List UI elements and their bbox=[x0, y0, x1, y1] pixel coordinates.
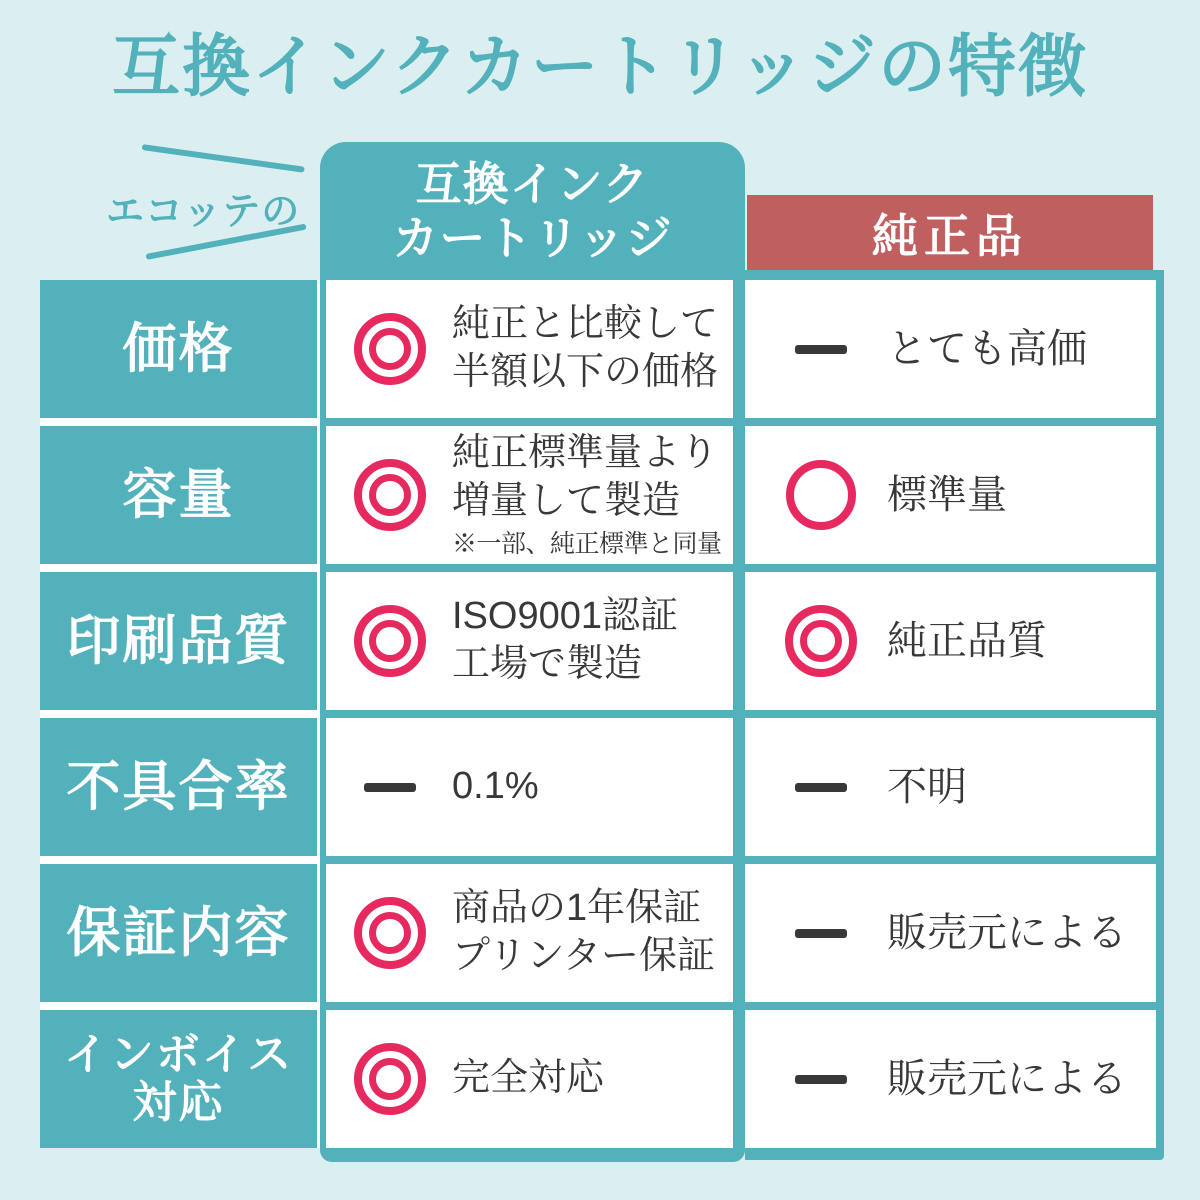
cell-text-line: 0.1% bbox=[452, 765, 539, 808]
cell-text bbox=[452, 763, 539, 811]
cell-text-line: 半額以下の価格 bbox=[452, 351, 719, 393]
cell-text bbox=[452, 430, 722, 560]
genuine-cell bbox=[745, 280, 1156, 418]
compatible-cell bbox=[326, 280, 733, 418]
row-label-line: インボイス bbox=[63, 1030, 294, 1080]
cell-text-line: 純正標準量より bbox=[452, 431, 719, 474]
genuine-cell bbox=[745, 426, 1156, 564]
genuine-column-panel bbox=[745, 270, 1164, 1160]
cell-text-line: 純正と比較して bbox=[452, 303, 719, 346]
cell-text-line: プリンター保証 bbox=[452, 935, 715, 977]
genuine-cell bbox=[745, 718, 1156, 856]
genuine-cell bbox=[745, 864, 1156, 1002]
compatible-header-line: カートリッジ bbox=[392, 212, 673, 264]
row-label bbox=[40, 864, 317, 1002]
cell-text bbox=[887, 762, 967, 812]
cell-text bbox=[887, 908, 1127, 958]
double-circle-icon bbox=[354, 459, 426, 531]
cell-text bbox=[887, 1054, 1127, 1104]
genuine-column-header: 純正品 bbox=[747, 195, 1153, 270]
dash-icon bbox=[354, 751, 426, 823]
cell-text bbox=[452, 885, 715, 981]
brand-label: エコッテの bbox=[106, 191, 301, 233]
cell-text-line: 純正品質 bbox=[887, 618, 1047, 663]
genuine-cell bbox=[745, 572, 1156, 710]
row-label-line: 保証内容 bbox=[66, 902, 291, 963]
cell-footnote: ※一部、純正標準と同量 bbox=[452, 529, 722, 558]
cell-text bbox=[452, 1055, 604, 1103]
cell-text-line: 不明 bbox=[887, 764, 967, 809]
cell-text bbox=[887, 470, 1007, 520]
genuine-cell bbox=[745, 1010, 1156, 1148]
cell-text-line: 工場で製造 bbox=[452, 643, 643, 685]
cell-text bbox=[452, 593, 678, 689]
double-circle-icon bbox=[354, 1043, 426, 1115]
row-label bbox=[40, 718, 317, 856]
cell-text bbox=[887, 324, 1087, 374]
double-circle-icon bbox=[354, 313, 426, 385]
row-label bbox=[40, 572, 317, 710]
cell-text bbox=[452, 301, 718, 397]
cell-text-line: 完全対応 bbox=[452, 1057, 605, 1100]
circle-icon bbox=[785, 459, 857, 531]
row-label-column bbox=[40, 280, 325, 1148]
cell-text-line: 販売元による bbox=[887, 910, 1127, 955]
row-label bbox=[40, 280, 317, 418]
page-title: 互換インクカートリッジの特徴 bbox=[112, 29, 1088, 105]
compatible-cell bbox=[326, 718, 733, 856]
emphasis-line-top bbox=[142, 144, 305, 173]
row-label-line: 容量 bbox=[122, 464, 235, 525]
dash-icon bbox=[785, 751, 857, 823]
dash-icon bbox=[785, 897, 857, 969]
cell-text-line: 増量して製造 bbox=[452, 479, 681, 522]
double-circle-icon bbox=[785, 605, 857, 677]
dash-icon bbox=[785, 1043, 857, 1115]
cell-text-line: 標準量 bbox=[887, 472, 1007, 517]
dash-icon bbox=[785, 313, 857, 385]
row-label bbox=[40, 426, 317, 564]
cell-text bbox=[887, 616, 1047, 666]
double-circle-icon bbox=[354, 605, 426, 677]
double-circle-icon bbox=[354, 897, 426, 969]
compatible-cell bbox=[326, 572, 733, 710]
compatible-cell bbox=[326, 864, 733, 1002]
compatible-cell bbox=[326, 426, 733, 564]
cell-text-line: とても高価 bbox=[887, 326, 1087, 371]
row-label-line: 対応 bbox=[132, 1078, 225, 1127]
compatible-column-header bbox=[320, 142, 745, 280]
row-label-line: 印刷品質 bbox=[66, 610, 291, 671]
cell-text-line: 商品の1年保証 bbox=[452, 887, 702, 930]
compatible-column-panel bbox=[320, 142, 745, 1162]
compatible-header-line: 互換インク bbox=[415, 157, 650, 210]
row-label-line: 価格 bbox=[122, 318, 235, 379]
cell-text-line: 販売元による bbox=[887, 1056, 1127, 1101]
cell-text-line: ISO9001認証 bbox=[452, 595, 678, 638]
compatible-cell bbox=[326, 1010, 733, 1148]
row-label-line: 不具合率 bbox=[66, 756, 291, 817]
row-label bbox=[40, 1010, 317, 1148]
